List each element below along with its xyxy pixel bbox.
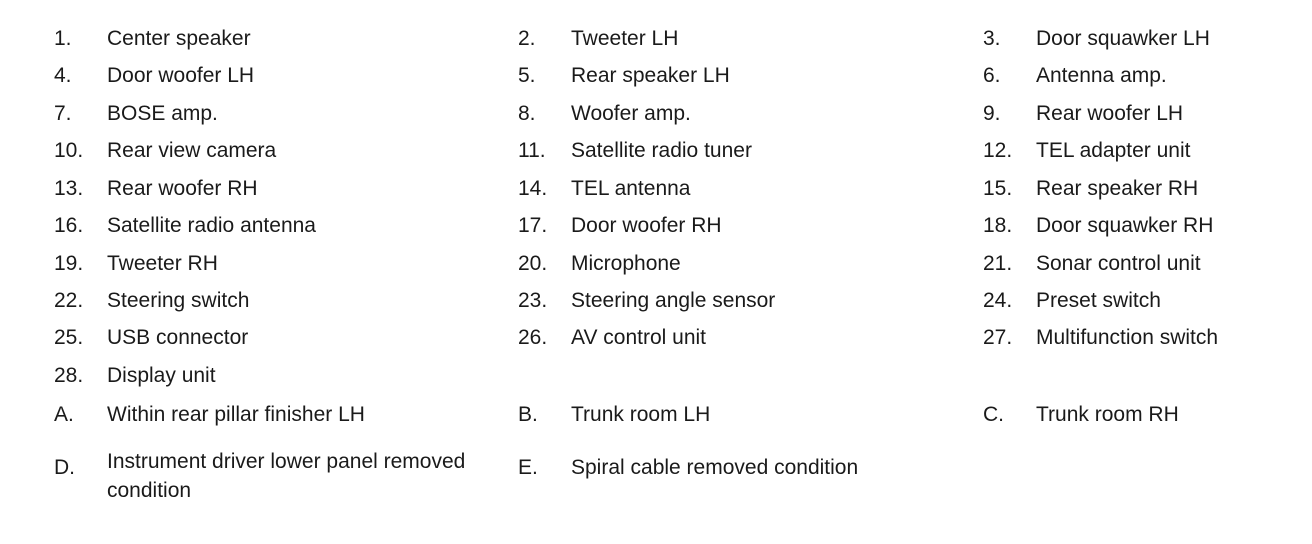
legend-item-number: 17. xyxy=(518,214,548,237)
legend-item-number: 11. xyxy=(518,139,546,162)
legend-item-label: Multifunction switch xyxy=(1036,326,1219,349)
legend-item-label: BOSE amp. xyxy=(107,102,218,125)
legend-row xyxy=(0,357,1312,394)
legend-item-number: 21. xyxy=(983,252,1013,275)
legend-item-label: Satellite radio tuner xyxy=(571,139,752,162)
legend-item-number: 26. xyxy=(518,326,548,349)
legend-row xyxy=(0,449,1312,502)
legend-item-label: Preset switch xyxy=(1036,289,1161,312)
legend-item-label: Display unit xyxy=(107,364,216,387)
legend-item-label: Rear speaker LH xyxy=(571,64,730,87)
legend-row xyxy=(0,319,1312,356)
legend-item-number: 7. xyxy=(54,102,72,125)
legend-item-number: 9. xyxy=(983,102,1001,125)
legend-item-number: D. xyxy=(54,456,75,479)
legend-item-label: Rear woofer RH xyxy=(107,177,258,200)
legend-item-label: Door woofer LH xyxy=(107,64,255,87)
legend-item-number: 1. xyxy=(54,27,72,50)
legend-item-label: Spiral cable removed condition xyxy=(571,456,859,479)
legend-item-number: 28. xyxy=(54,364,84,387)
legend-item-number: 12. xyxy=(983,139,1013,162)
legend-item-number: B. xyxy=(518,403,538,426)
legend-item-label: Tweeter RH xyxy=(107,252,218,275)
legend-item-number: 5. xyxy=(518,64,536,87)
legend-item-label: TEL adapter unit xyxy=(1036,139,1191,162)
legend-item-number: 18. xyxy=(983,214,1013,237)
legend-item-label: Antenna amp. xyxy=(1036,64,1167,87)
legend-item-number: 27. xyxy=(983,326,1013,349)
legend-item-number: 14. xyxy=(518,177,548,200)
legend-item-number: 23. xyxy=(518,289,548,312)
legend-item-number: E. xyxy=(518,456,538,479)
legend-item-label: Instrument driver lower panel removed condition xyxy=(107,450,466,502)
legend-item-label: Rear woofer LH xyxy=(1036,102,1184,125)
legend-item-label: AV control unit xyxy=(571,326,707,349)
legend-row xyxy=(0,132,1312,169)
legend-item-number: 15. xyxy=(983,177,1013,200)
legend-item-number: 24. xyxy=(983,289,1013,312)
legend-item-number: A. xyxy=(54,403,74,426)
legend-item-label: Door squawker RH xyxy=(1036,214,1214,237)
legend-item-number: C. xyxy=(983,403,1004,426)
legend-item-label: Rear speaker RH xyxy=(1036,177,1199,200)
legend-item-label: Steering switch xyxy=(107,289,250,312)
legend-item-label: Satellite radio antenna xyxy=(107,214,316,237)
legend-item-label: Within rear pillar finisher LH xyxy=(107,403,365,426)
legend-item-number: 3. xyxy=(983,27,1001,50)
legend-row xyxy=(0,170,1312,207)
legend-row xyxy=(0,57,1312,94)
legend-item-label: Center speaker xyxy=(107,27,251,50)
legend-item-label: Trunk room RH xyxy=(1036,403,1179,426)
legend-row xyxy=(0,396,1312,433)
legend-item-number: 13. xyxy=(54,177,84,200)
legend-item-label: USB connector xyxy=(107,326,249,349)
legend-item-number: 20. xyxy=(518,252,548,275)
legend-row xyxy=(0,95,1312,132)
legend-item-label: Steering angle sensor xyxy=(571,289,776,312)
legend-item-number: 6. xyxy=(983,64,1001,87)
legend-item-number: 19. xyxy=(54,252,84,275)
legend-item-label: Door squawker LH xyxy=(1036,27,1210,50)
legend-item-number: 25. xyxy=(54,326,84,349)
legend-item-label: Trunk room LH xyxy=(571,403,711,426)
legend-row xyxy=(0,20,1312,57)
legend-item-number: 22. xyxy=(54,289,84,312)
legend-item-number: 16. xyxy=(54,214,84,237)
legend-item-label: Tweeter LH xyxy=(571,27,679,50)
legend-row xyxy=(0,245,1312,282)
legend-row xyxy=(0,282,1312,319)
legend-row xyxy=(0,207,1312,244)
legend-item-label: Sonar control unit xyxy=(1036,252,1201,275)
legend-item-number: 8. xyxy=(518,102,536,125)
legend-item-label: Woofer amp. xyxy=(571,102,691,125)
legend-item-number: 4. xyxy=(54,64,72,87)
legend-item-label: Rear view camera xyxy=(107,139,277,162)
legend-item-number: 2. xyxy=(518,27,536,50)
legend-item-label: TEL antenna xyxy=(571,177,691,200)
legend-item-label: Door woofer RH xyxy=(571,214,722,237)
legend-item-number: 10. xyxy=(54,139,84,162)
legend-item-label: Microphone xyxy=(571,252,681,275)
